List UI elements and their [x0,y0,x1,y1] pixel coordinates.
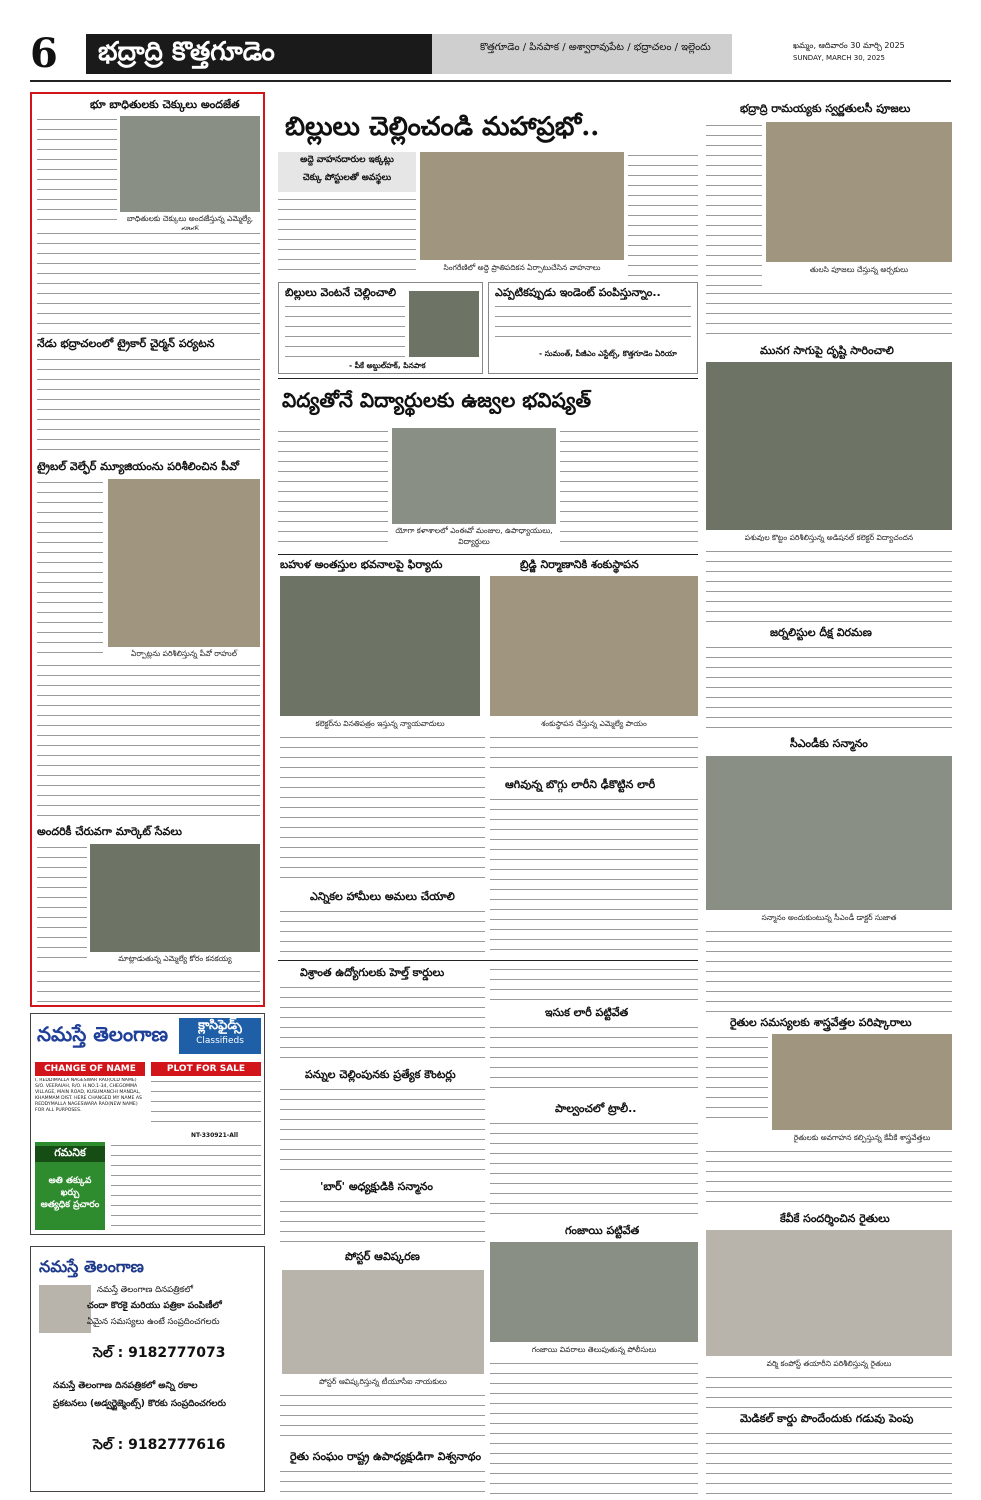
photo-vermicompost [706,1230,952,1356]
photo-caption: కలెక్టర్‌ను వినతిపత్రం ఇస్తున్న న్యాయవాదులు [315,719,445,728]
article-text [280,1086,485,1174]
ganika-text [111,1142,261,1230]
classified-ad [30,1013,265,1235]
box-text [285,303,405,357]
headline-sand: ఇసుక లారీ పట్టివేత [545,1006,629,1019]
headline-kvk-visit: కేవీకే సందర్శించిన రైతులు [780,1212,890,1225]
banner-headline-education: విద్యతోనే విద్యార్థులకు ఉజ్వల భవిష్యత్ [282,388,592,412]
subscription-ad [30,1246,265,1492]
photo-kvk-awareness [772,1034,952,1130]
article-text [706,1148,952,1208]
headline-farmers-scientists: రైతుల సమస్యలకు శాస్త్రవేత్తల పరిష్కారాలు [730,1016,912,1029]
article-text [560,428,698,548]
masthead-rule [30,80,951,82]
article-text [490,734,698,774]
article-text [278,428,388,548]
photo-caption: తులసి పూజలు చేస్తున్న అర్చకులు [809,265,909,274]
photo-caption: వర్మి కంపోస్ట్ తయారీని పరిశీలిస్తున్న రైతులు [766,1359,892,1368]
photo-caption: మాట్లాడుతున్న ఎమ్మెల్యే కోరం కనకయ్య [118,954,232,963]
headline-market-services: అందరికీ చేరువగా మార్కెట్ సేవలు [37,825,182,838]
box-signature: - పీకే అబ్దుల్‌హక్, పినపాక [349,361,426,370]
box-bills [278,282,483,374]
ad-line1: నమస్తే తెలంగాణ దినపత్రికలో అన్ని రకాల [53,1381,198,1391]
headline-retired: విశ్రాంత ఉద్యోగులకు హెల్త్ కార్డులు [300,966,445,979]
article-text [706,548,952,622]
classified-brand: నమస్తే తెలంగాణ [37,1022,169,1046]
photo-caption: సింగరేణిలో అద్దె ప్రాతిపదికన ఏర్పాటుచేసిన వాహనాలు [443,263,601,272]
article-text [706,290,952,342]
headline-tractor: పాల్వంచలో ట్రాలీ.. [555,1102,637,1115]
photo-mla-meeting [90,844,260,952]
ganika-box [35,1142,105,1230]
headline-court: బహుళ అంతస్తుల భవనాలపై ఫిర్యాదు [280,558,443,571]
sub-headline-2: చెక్కు పోస్టులతో అవస్థలు [302,173,392,183]
sub-line2: చందా కొరకై మరియు పత్రికా పంపిణీలో [87,1301,222,1311]
headline-tax: పన్నుల చెల్లింపునకు ప్రత్యేక కౌంటర్లు [305,1068,456,1081]
photo-museum [108,479,260,647]
ad-code: NT-330921-All [191,1132,239,1139]
article-text [706,644,952,732]
photo-bridge [490,576,698,716]
headline-bar: 'బార్' అధ్యక్షుడికి సన్మానం [320,1180,433,1193]
plot-sale-text [151,1078,261,1128]
headline-raithu-sangham: రైతు సంఘం రాష్ట్ర ఉపాధ్యక్షుడిగా విశ్వనాథం [290,1450,482,1463]
headline-ganja: గంజాయి పట్టివేత [565,1224,640,1237]
article-text [37,116,117,226]
section-divider [278,960,698,961]
article-text [490,1120,698,1220]
photo-caption: పోస్టర్ ఆవిష్కరిస్తున్న టీయూసీఐ నాయకులు [319,1377,447,1386]
article-text [628,152,698,277]
section-divider [278,554,698,555]
headline-golden-tulasi: భద్రాద్రి రామయ్యకు స్వర్ణతులసీ పూజలు [740,102,911,115]
photo-cheque-distribution [120,116,260,212]
newspaper-thumbnail [39,1285,91,1333]
headline-poster: పోస్టర్ ఆవిష్కరణ [345,1250,420,1263]
article-text [280,1392,485,1442]
classified-en: Classifieds [196,1036,244,1046]
dateline [793,40,905,64]
article-text [706,1430,952,1494]
headline-journalists: జర్నలిస్టుల దీక్ష విరమణ [770,626,872,639]
article-text [706,1374,952,1408]
box-headline: ఎప్పటికప్పుడు ఇండెంట్ పంపిస్తున్నాం.. [495,286,661,299]
article-text [37,479,103,659]
photo-cmd [706,756,952,910]
photo-caption: ఏర్పాట్లను పరిశీలిస్తున్న పీవో రాహుల్ [131,649,237,658]
photo-yoga [392,428,556,524]
sub-headline-box [278,152,416,192]
headline-tricor-visit: నేడు భద్రాచలంలో ట్రైకార్ చైర్మన్ పర్యటన [37,337,215,350]
photo-cattle-shed [706,362,952,530]
photo-caption: యోగా కళాశాలలో ఎంఈవో మంజుల, ఉపాధ్యాయులు, విద్యార్థులు [395,526,553,546]
photo-poster [282,1270,484,1374]
article-text [37,230,260,334]
article-text [490,966,698,1002]
plot-sale-label: PLOT FOR SALE [151,1062,261,1076]
photo-caption: సన్మానం అందుకుంటున్న సీఎండీ డాక్టర్ సుజాత [761,913,897,922]
article-text [706,1034,768,1120]
photo-caption: రైతులకు అవగాహన కల్పిస్తున్న కేవీకే శాస్త్రవేత్తలు [793,1133,931,1142]
article-text [37,662,260,822]
photo-caption: శంకుస్థాపన చేస్తున్న ఎమ్మెల్యే పాయం [541,719,647,728]
section-title: భద్రాద్రి కొత్తగూడెం [86,34,432,74]
ganika-title: గమనిక [35,1146,105,1162]
section-divider [278,378,698,379]
sub-brand: నమస్తే తెలంగాణ [39,1257,144,1276]
headline-cmd-felicitation: సీఎండీకు సన్మానం [790,737,868,750]
photo-caption: బాధితులకు చెక్కులు అందజేస్తున్న ఎమ్మెల్యే, [126,214,254,223]
box-signature: - సుమంత్, పీజీఎం ఎస్టేట్స్, కొత్తగూడెం ఏరియా [539,349,677,358]
photo-vehicles [420,152,624,260]
headline-bridge: బ్రిడ్జి నిర్మాణానికి శంకుస్థాపన [520,558,639,571]
photo-caption: పశువుల కొట్టం పరిశీలిస్తున్న అడిషనల్ కలెక్టర్ విద్యాచందన [744,533,914,542]
article-text [37,844,87,964]
article-text [280,734,485,884]
sub-headline-1: అద్దె వాహనదారుల ఇక్కట్లు [300,155,394,165]
portrait [409,291,479,357]
masthead [0,0,981,78]
headline-lorry: ఆగివున్న బొగ్గు లారీని ఢీకొట్టిన లారీ [505,778,656,791]
phone-advertisement: సెల్ : 9182777616 [93,1437,226,1453]
photo-court [280,576,480,716]
photo-ganja [490,1242,698,1342]
article-text [280,908,485,954]
article-text [280,1198,485,1244]
photo-tulasi-puja [766,122,952,262]
article-text [37,356,260,456]
left-column [30,92,265,1007]
headline-drumstick: మునగ సాగుపై దృష్టి సారించాలి [760,344,894,357]
ad-line2: ప్రకటనలు (అడ్వర్టైజ్మెంట్స్) కొరకు సంప్రదించగలరు [53,1399,226,1409]
change-name-text: I, REDDIMALLA NAGESWAR RAO(OLD NAME) S/O. VEERAIAH, R/O. H.NO.1-34, CHEGOMMA VILLAGE, MAIN ROAD, KUSUMANCHI MANDAL, KHAMMAM DIST. HERE CHANGED MY NAME AS REDDYMALLA NAGESWARA RAO(NEW NAME) FOR ALL PURPOSES. [35,1078,142,1113]
cheap-text: అతి తక్కువ ఖర్చు [48,1176,92,1198]
headline-land-compensation: భూ బాధితులకు చెక్కులు అందజేత [90,98,240,111]
article-text [706,928,952,1012]
sub-line1: నమస్తే తెలంగాణ దినపత్రికలో [97,1285,193,1295]
pracharam-text: అత్యధిక ప్రచారం [40,1200,100,1210]
article-text [490,1024,698,1096]
headline-election: ఎన్నికల హామీలు అమలు చేయాలి [310,890,455,903]
article-text [490,1360,698,1494]
change-name-label: CHANGE OF NAME [35,1062,145,1076]
classified-word: క్లాసిఫైడ్స్ [198,1018,242,1033]
box-text [495,303,691,343]
article-text [278,196,416,276]
places-list: కొత్తగూడెం / పినపాక / అశ్వారావుపేట / భద్రాచలం / ఇల్లెందు [480,42,711,53]
box-indent [488,282,698,374]
article-text [37,968,260,1002]
headline-museum: ట్రైబల్ వెల్ఫేర్ మ్యూజియంను పరిశీలించిన పీవో [37,460,239,473]
classified-word-box [179,1018,261,1054]
date-english: SUNDAY, MARCH 30, 2025 [793,54,885,62]
box-headline: బిల్లులు వెంటనే చెల్లించాలి [285,286,397,299]
article-text [706,122,762,288]
article-text [280,984,485,1064]
photo-caption: గంజాయి వివరాలు తెలుపుతున్న పోలీసులు [531,1345,657,1354]
article-text [280,1468,485,1494]
sub-line3: ఏమైన సమస్యలు ఉంటే సంప్రదించగలరు [87,1317,220,1327]
page-number: 6 [30,30,58,77]
article-text [490,796,698,952]
headline-medical-card: మెడికల్ కార్డు పొందేందుకు గడువు పెంపు [740,1412,914,1425]
phone-subscription: సెల్ : 9182777073 [93,1345,226,1361]
banner-headline: బిల్లులు చెల్లించండి మహాప్రభో.. [285,112,600,142]
date-telugu: ఖమ్మం, ఆదివారం 30 మార్చి 2025 [793,41,905,50]
